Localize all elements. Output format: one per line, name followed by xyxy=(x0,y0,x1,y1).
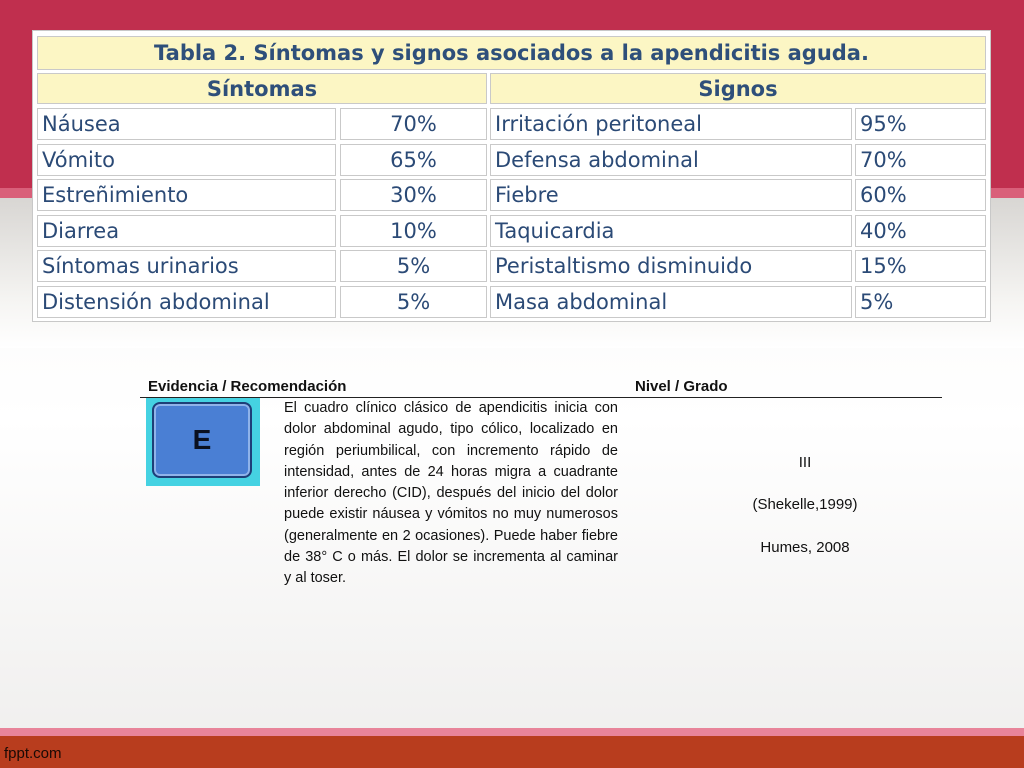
level-grade-header: Nivel / Grado xyxy=(635,378,728,395)
sign-percent: 70% xyxy=(855,144,986,176)
symptom-name: Síntomas urinarios xyxy=(37,250,336,282)
evidence-text: El cuadro clínico clásico de apendicitis inicia con dolor abdominal agudo, tipo cólico, localizado en región periumbilical, con incremento rápido de intensidad, antes de 24 horas migra a cuadrante inferior derecho (CID), después del inicio del dolor puede existir náusea y vómitos no muy numerosos (generalmente en 2 ocasiones). Puede haber fiebre de 38° C o más. El dolor se incrementa al caminar y al toser. xyxy=(284,400,618,587)
reference-humes: Humes, 2008 xyxy=(760,539,850,556)
sign-percent: 5% xyxy=(855,286,986,318)
symptom-percent: 70% xyxy=(340,108,487,140)
footer-band xyxy=(0,736,1024,768)
symptom-percent: 30% xyxy=(340,179,487,211)
symptom-percent: 5% xyxy=(340,250,487,282)
evidence-header: Evidencia / Recomendación xyxy=(148,378,347,395)
footer-stripe xyxy=(0,728,1024,736)
column-header-signos: Signos xyxy=(490,73,986,104)
sign-name: Taquicardia xyxy=(490,215,852,247)
footer-brand: fppt.com xyxy=(4,745,62,762)
sign-name: Irritación peritoneal xyxy=(490,108,852,140)
symptom-name: Náusea xyxy=(37,108,336,140)
sign-name: Masa abdominal xyxy=(490,286,852,318)
sign-name: Peristaltismo disminuido xyxy=(490,250,852,282)
symptom-name: Estreñimiento xyxy=(37,179,336,211)
symptoms-signs-table xyxy=(32,30,991,322)
reference-shekelle: (Shekelle,1999) xyxy=(752,496,858,513)
symptom-name: Vómito xyxy=(37,144,336,176)
sign-percent: 15% xyxy=(855,250,986,282)
evidence-badge: E xyxy=(152,402,252,478)
symptom-percent: 65% xyxy=(340,144,487,176)
table-title: Tabla 2. Síntomas y signos asociados a la apendicitis aguda. xyxy=(37,36,986,70)
symptom-percent: 5% xyxy=(340,286,487,318)
symptom-name: Diarrea xyxy=(37,215,336,247)
sign-percent: 40% xyxy=(855,215,986,247)
sign-percent: 95% xyxy=(855,108,986,140)
column-header-sintomas: Síntomas xyxy=(37,73,487,104)
symptom-name: Distensión abdominal xyxy=(37,286,336,318)
sign-name: Defensa abdominal xyxy=(490,144,852,176)
evidence-level: III xyxy=(798,454,812,471)
sign-percent: 60% xyxy=(855,179,986,211)
sign-name: Fiebre xyxy=(490,179,852,211)
symptom-percent: 10% xyxy=(340,215,487,247)
